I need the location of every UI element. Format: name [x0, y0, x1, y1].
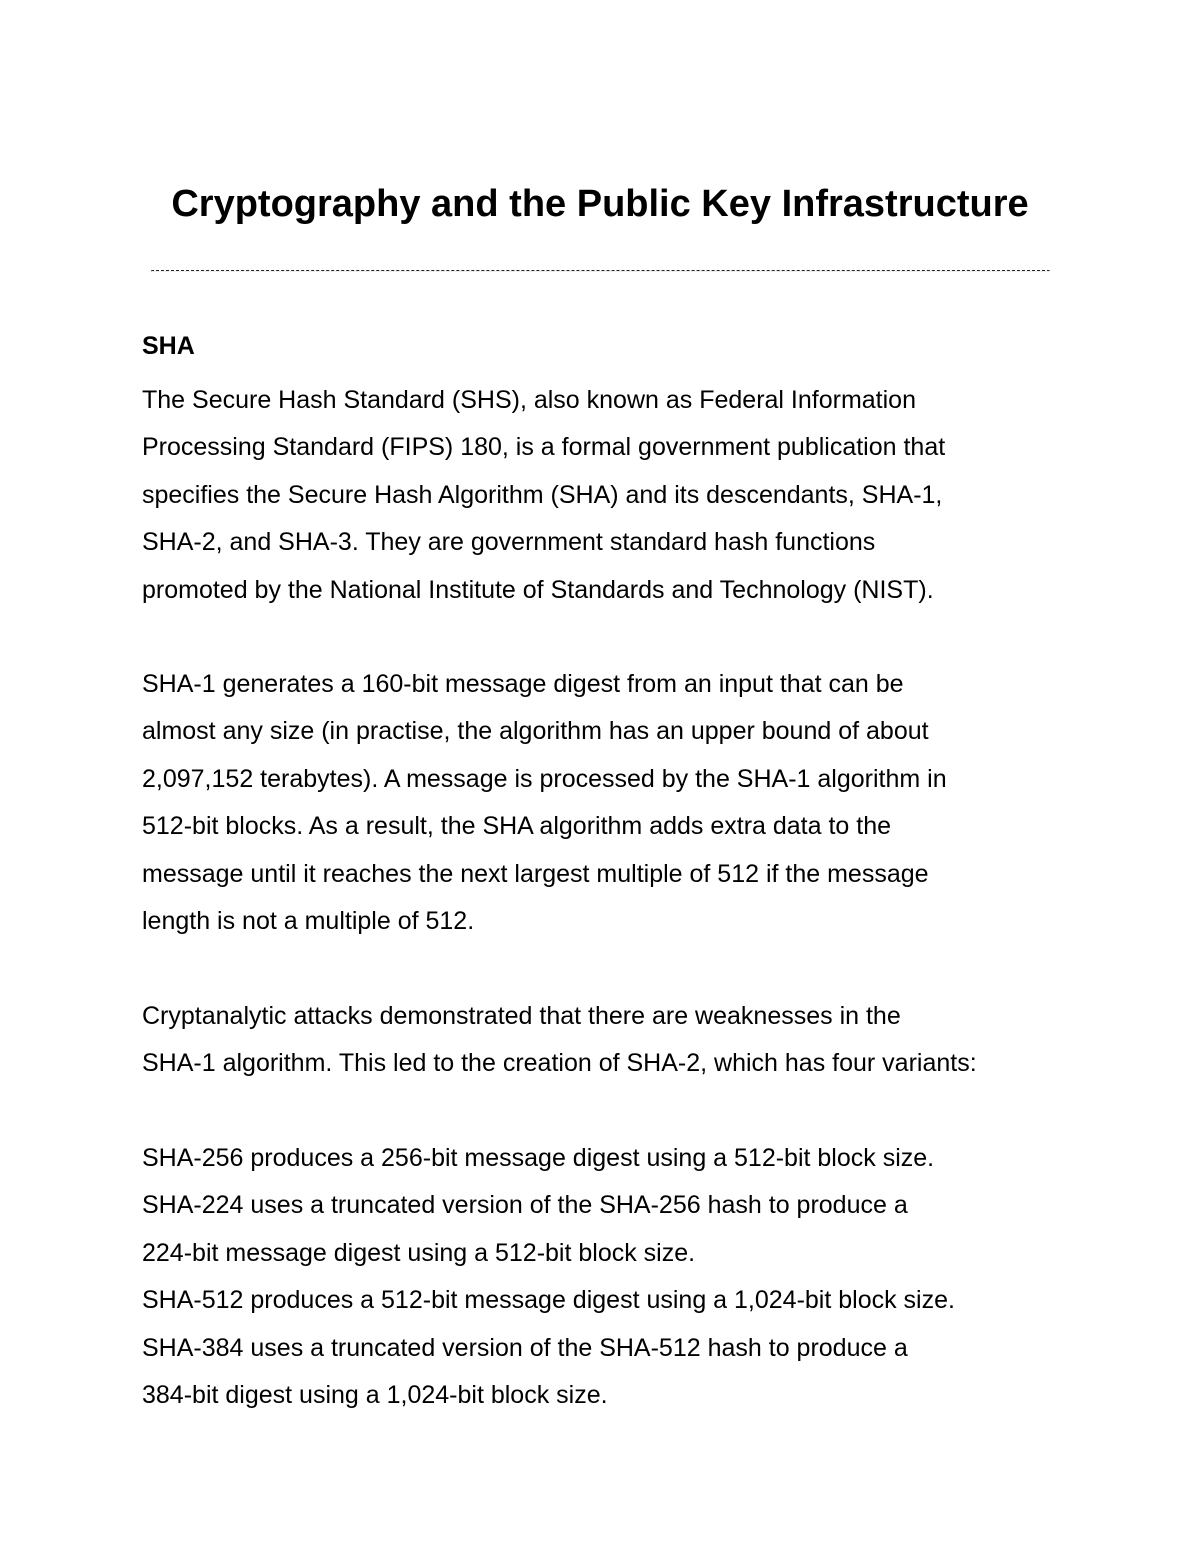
- paragraph-cryptanalytic-attacks: [142, 993, 1082, 1088]
- paragraph-line: message until it reaches the next largest multiple of 512 if the message: [142, 859, 929, 888]
- paragraph-line: specifies the Secure Hash Algorithm (SHA) and its descendants, SHA-1,: [142, 480, 943, 509]
- paragraph-line: The Secure Hash Standard (SHS), also known as Federal Information: [142, 386, 916, 414]
- paragraph-line: SHA-2, and SHA-3. They are government standard hash functions: [142, 528, 876, 557]
- section-heading-sha: SHA: [142, 332, 195, 360]
- document-title: Cryptography and the Public Key Infrastructure: [171, 183, 1029, 225]
- paragraph-line: SHA-384 uses a truncated version of the SHA-512 hash to produce a: [142, 1333, 908, 1362]
- paragraph-line: almost any size (in practise, the algorithm has an upper bound of about: [142, 717, 929, 746]
- paragraph-line: 224-bit message digest using a 512-bit block size.: [142, 1238, 696, 1267]
- paragraph-line: SHA-224 uses a truncated version of the SHA-256 hash to produce a: [142, 1191, 908, 1220]
- paragraph-line: SHA-1 algorithm. This led to the creation of SHA-2, which has four variants:: [142, 1049, 977, 1078]
- paragraph-line: SHA-256 produces a 256-bit message digest using a 512-bit block size.: [142, 1144, 935, 1172]
- title-divider: [151, 270, 1050, 272]
- paragraph-sha2-variants: [142, 1135, 1082, 1419]
- paragraph-line: SHA-1 generates a 160-bit message digest from an input that can be: [142, 670, 904, 698]
- paragraph-line: length is not a multiple of 512.: [142, 907, 475, 936]
- paragraph-line: Cryptanalytic attacks demonstrated that there are weaknesses in the: [142, 1002, 901, 1030]
- paragraph-line: promoted by the National Institute of Standards and Technology (NIST).: [142, 575, 934, 604]
- paragraph-sha1: [142, 661, 1082, 945]
- paragraph-line: 512-bit blocks. As a result, the SHA algorithm adds extra data to the: [142, 812, 892, 841]
- paragraph-line: 2,097,152 terabytes). A message is processed by the SHA-1 algorithm in: [142, 764, 947, 793]
- paragraph-line: 384-bit digest using a 1,024-bit block size.: [142, 1381, 608, 1410]
- paragraph-line: SHA-512 produces a 512-bit message digest using a 1,024-bit block size.: [142, 1286, 955, 1315]
- paragraph-shs-intro: [142, 377, 1082, 614]
- paragraph-line: Processing Standard (FIPS) 180, is a formal government publication that: [142, 433, 946, 462]
